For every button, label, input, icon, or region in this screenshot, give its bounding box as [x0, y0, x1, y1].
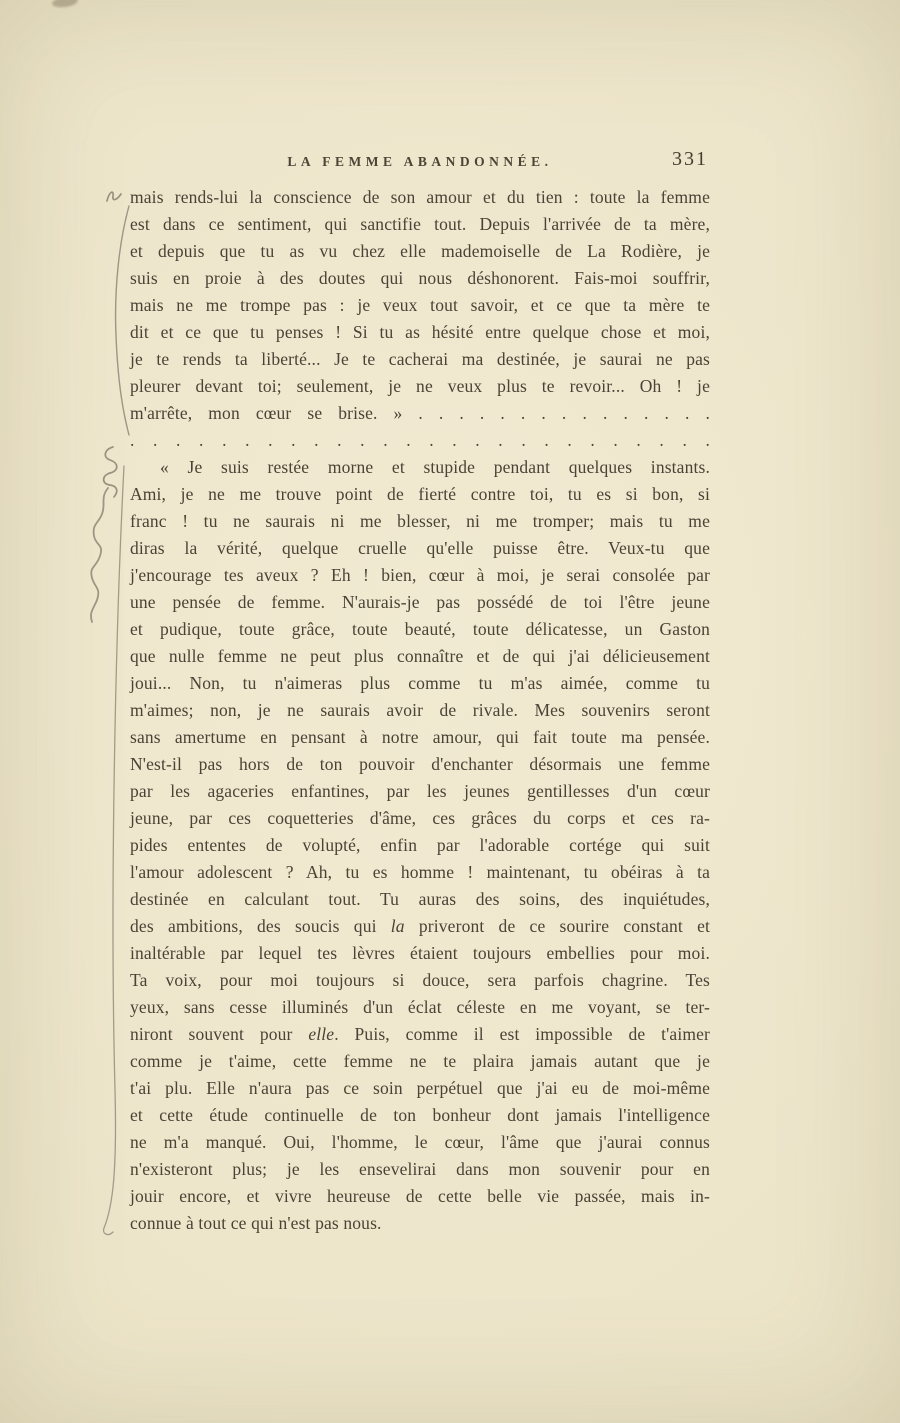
text-column — [130, 150, 710, 1237]
text-line: jeune, par ces coquetteries d'âme, ces grâces du corps et ces ra- — [130, 808, 710, 828]
text-line: dit et ce que tu penses ! Si tu as hésité entre quelque chose et moi, — [130, 322, 710, 342]
text-line: pleurer devant toi; seulement, je ne veux plus te revoir... Oh ! je — [130, 376, 710, 396]
text-line: yeux, sans cesse illuminés d'un éclat céleste en me voyant, se ter- — [130, 997, 710, 1017]
paragraph-1 — [130, 184, 710, 427]
page-header — [130, 150, 710, 176]
text-line: et pudique, toute grâce, toute beauté, toute délicatesse, un Gaston — [130, 619, 710, 639]
text-line: que nulle femme ne peut plus connaître et de qui j'ai délicieusement — [130, 646, 710, 666]
text-line: et depuis que tu as vu chez elle mademoiselle de La Rodière, je — [130, 241, 710, 261]
text-line: t'ai plu. Elle n'aura pas ce soin perpétuel que j'ai eu de moi-même — [130, 1078, 710, 1098]
text-line: connue à tout ce qui n'est pas nous. — [130, 1213, 382, 1233]
text-line: et cette étude continuelle de ton bonheur dont jamais l'intelligence — [130, 1105, 710, 1125]
text-line: joui... Non, tu n'aimeras plus comme tu m'as aimée, comme tu — [130, 673, 710, 693]
text-line: l'amour adolescent ? Ah, tu es homme ! maintenant, tu obéiras à ta — [130, 862, 710, 882]
text-line: pides ententes de volupté, enfin par l'adorable cortége qui suit — [130, 835, 710, 855]
text-line: diras la vérité, quelque cruelle qu'elle puisse être. Veux-tu que — [130, 538, 710, 558]
text-line: franc ! tu ne saurais ni me blesser, ni me tromper; mais tu me — [130, 511, 710, 531]
text-line: mais ne me trompe pas : je veux tout savoir, et ce que ta mère te — [130, 295, 710, 315]
text-line: niront souvent pour elle. Puis, comme il est impossible de t'aimer — [130, 1024, 710, 1044]
text-line: j'encourage tes aveux ? Eh ! bien, cœur à moi, je serai consolée par — [130, 565, 710, 585]
running-title: LA FEMME ABANDONNÉE. — [287, 154, 553, 169]
text-line: est dans ce sentiment, qui sanctifie tout. Depuis l'arrivée de ta mère, — [130, 214, 710, 234]
text-line: Ami, je ne me trouve point de fierté contre toi, tu es si bon, si — [130, 484, 710, 504]
pencil-bracket-paragraph-2 — [104, 466, 124, 1235]
text-line: suis en proie à des doutes qui nous déshonorent. Fais-moi souffrir, — [130, 268, 710, 288]
text-line: mais rends-lui la conscience de son amour et du tien : toute la femme — [130, 187, 710, 207]
text-line: n'existeront plus; je les ensevelirai dans mon souvenir pour en — [130, 1159, 710, 1179]
text-line: « Je suis restée morne et stupide pendant quelques instants. — [160, 457, 710, 477]
text-line: jouir encore, et vivre heureuse de cette belle vie passée, mais in- — [130, 1186, 710, 1206]
text-line: une pensée de femme. N'aurais-je pas possédé de toi l'être jeune — [130, 592, 710, 612]
text-line: m'arrête, mon cœur se brise. » . . . . . . . . . . . . . . . — [130, 403, 710, 423]
text-line: m'aimes; non, je ne saurais avoir de rivale. Mes souvenirs seront — [130, 700, 710, 720]
pencil-scribble — [91, 488, 108, 622]
text-line: des ambitions, des soucis qui la priveront de ce sourire constant et — [130, 916, 710, 936]
text-line: N'est-il pas hors de ton pouvoir d'enchanter désormais une femme — [130, 754, 710, 774]
text-line: ne m'a manqué. Oui, l'homme, le cœur, l'âme que j'aurai connus — [130, 1132, 710, 1152]
text-line: destinée en calculant tout. Tu auras des soins, des inquiétudes, — [130, 889, 710, 909]
pencil-flourish — [104, 447, 117, 497]
text-line: inaltérable par lequel tes lèvres étaient toujours embellies pour moi. — [130, 943, 710, 963]
text-line: Ta voix, pour moi toujours si douce, sera parfois chagrine. Tes — [130, 970, 710, 990]
pencil-bracket-paragraph-1 — [116, 206, 129, 435]
text-line: sans amertume en pensant à notre amour, qui fait toute ma pensée. — [130, 727, 710, 747]
pencil-tick — [107, 192, 121, 201]
text-line: par les agaceries enfantines, par les jeunes gentillesses d'un cœur — [130, 781, 710, 801]
text-line: comme je t'aime, cette femme ne te plaira jamais autant que je — [130, 1051, 710, 1071]
paragraph-2 — [130, 454, 710, 1237]
ellipsis-row: . . . . . . . . . . . . . . . . . . . . . . . . . . — [130, 430, 710, 450]
page-number: 331 — [672, 148, 708, 170]
text-line: je te rends ta liberté... Je te cacherai ma destinée, je saurai ne pas — [130, 349, 710, 369]
scan-smudge — [51, 0, 78, 9]
